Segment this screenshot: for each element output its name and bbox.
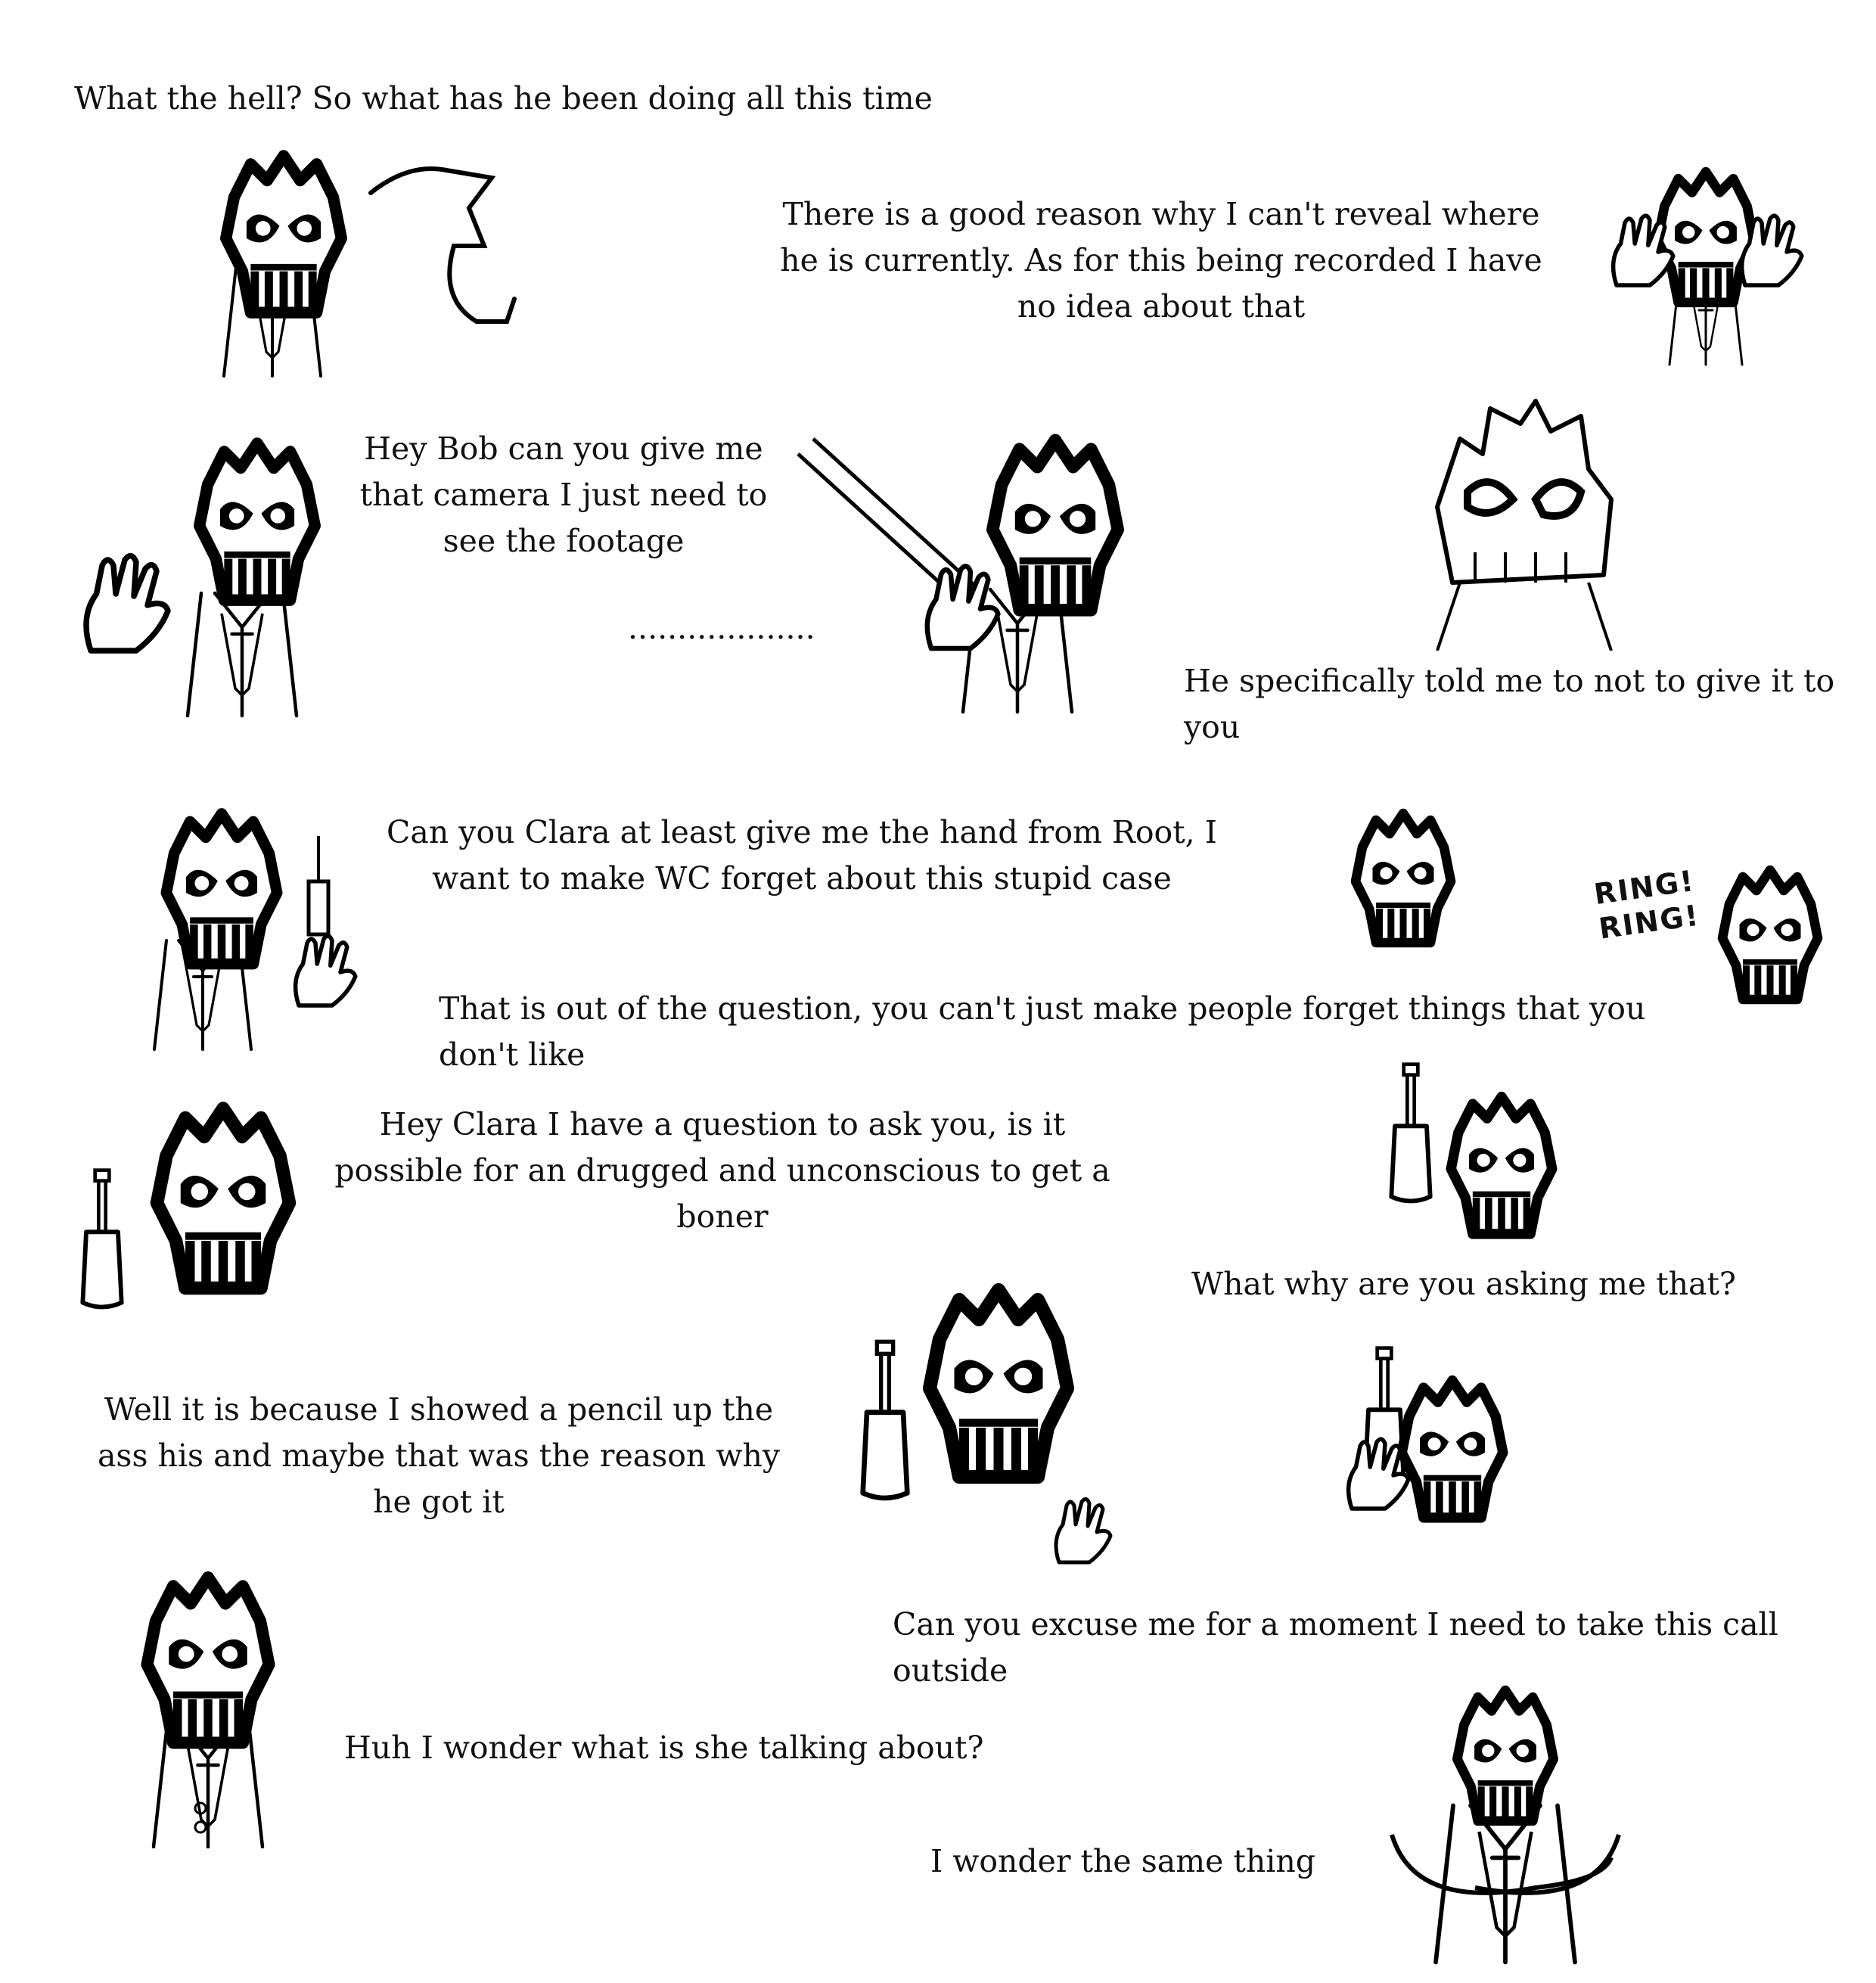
masked-character-laughing	[106, 1566, 310, 1854]
dialogue-ellipsis: ...................	[628, 610, 815, 646]
dialogue-line-6: Can you Clara at least give me the hand from Root, I want to make WC forget about this stupid case	[387, 814, 1217, 897]
dialogue-line-3: Hey Bob can you give me that camera I just need to see the footage	[359, 430, 768, 559]
dialogue-line-1: What the hell? So what has he been doing all this time	[74, 80, 933, 117]
masked-character-holding-radio	[76, 1074, 318, 1339]
dialogue-line-9: What why are you asking me that?	[1191, 1266, 1736, 1302]
dialogue-line-11: Can you excuse me for a moment I need to take this call outside	[893, 1606, 1778, 1689]
masked-face-small	[1335, 802, 1471, 961]
dialogue-line-8: Hey Clara I have a question to ask you, is it possible for an drugged and unconscious to get a boner	[334, 1106, 1110, 1235]
masked-face-with-radio	[1384, 1059, 1581, 1248]
masked-character-pointing	[159, 148, 522, 382]
dialogue-line-13: I wonder the same thing	[930, 1843, 1316, 1879]
masked-character-waving	[68, 435, 356, 723]
dialogue-line-12: Huh I wonder what is she talking about?	[344, 1730, 984, 1766]
dialogue-line-10: Well it is because I showed a pencil up the ass his and maybe that was the reason why he got it	[97, 1391, 781, 1520]
masked-face-with-radio-2	[1335, 1343, 1532, 1532]
dialogue-line-5: He specifically told me to not to give it to you	[1184, 663, 1835, 745]
dialogue-line-2: There is a good reason why I can't reveal where he is currently. As for this being recorded I have no idea about that	[780, 196, 1542, 325]
masked-character-with-radio-angry	[855, 1245, 1127, 1570]
ring-sound-effect: RING! RING!	[1592, 863, 1702, 946]
masked-character-holding-syringe	[89, 806, 369, 1055]
dialogue-line-7: That is out of the question, you can't just make people forget things that you don't like	[439, 990, 1646, 1073]
masked-character-arms-crossed	[1384, 1683, 1626, 1971]
masked-face-small-ringing	[1702, 859, 1838, 1018]
masked-character-hands-raised	[1592, 165, 1819, 369]
masked-character-bag-mask	[1422, 393, 1626, 651]
masked-character-holding-stick	[790, 431, 1169, 719]
